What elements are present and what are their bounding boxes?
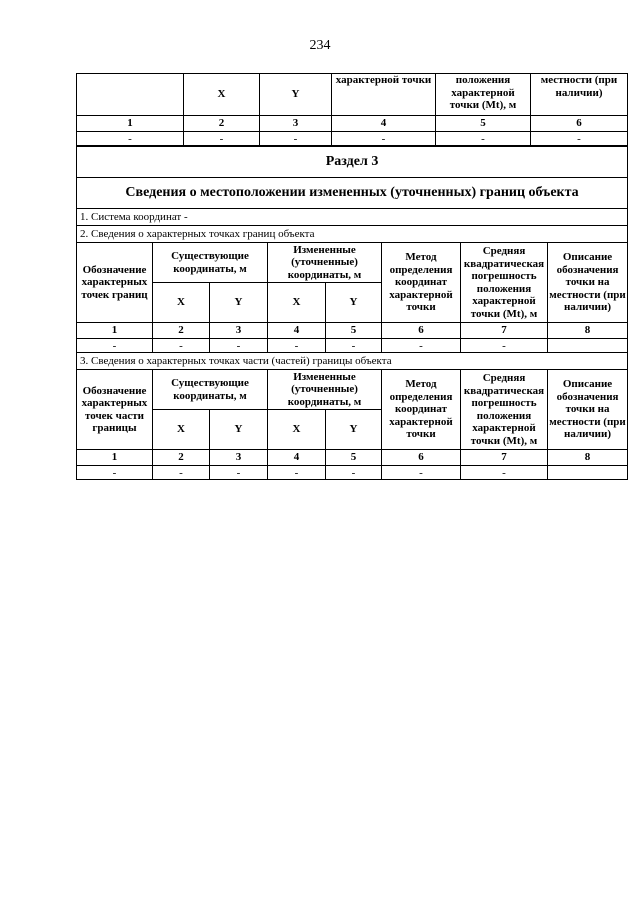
- col-point-designation: Обозначение характерных точек части границы: [77, 370, 153, 450]
- col-method: Метод определения координат характерной точки: [382, 243, 461, 323]
- sub-y: Y: [326, 410, 382, 450]
- header-cell: положения характерной точки (Mt), м: [436, 74, 531, 116]
- table-cell: -: [153, 339, 210, 353]
- col-error: Средняя квадратическая погрешность положения характерной точки (Mt), м: [461, 370, 548, 450]
- table-cell: -: [332, 132, 436, 146]
- column-number: 1: [77, 450, 153, 466]
- table-cell: -: [382, 466, 461, 480]
- table-cell: -: [77, 466, 153, 480]
- column-number: 5: [326, 323, 382, 339]
- column-number: 2: [184, 116, 260, 132]
- sub-x: X: [268, 283, 326, 323]
- col-error: Средняя квадратическая погрешность положения характерной точки (Mt), м: [461, 243, 548, 323]
- table-row: [77, 132, 628, 146]
- table2-number-row: [77, 323, 628, 339]
- table-cell: -: [153, 466, 210, 480]
- col-existing-coordinates: Существующие координаты, м: [153, 370, 268, 410]
- column-number: 6: [382, 323, 461, 339]
- section-subtitle: Сведения о местоположении измененных (уточненных) границ объекта: [77, 178, 628, 209]
- header-cell-x: X: [184, 74, 260, 116]
- col-description: Описание обозначения точки на местности (при наличии): [548, 243, 628, 323]
- table2-header-row: [77, 243, 628, 283]
- table-cell: -: [461, 466, 548, 480]
- section-table: [76, 146, 628, 480]
- header-cell: характерной точки: [332, 74, 436, 116]
- sub-x: X: [153, 410, 210, 450]
- table-cell: -: [77, 132, 184, 146]
- table-row: [77, 466, 628, 480]
- col-description: Описание обозначения точки на местности (при наличии): [548, 370, 628, 450]
- col-changed-coordinates: Измененные (уточненные) координаты, м: [268, 243, 382, 283]
- sub-x: X: [153, 283, 210, 323]
- table-cell: -: [77, 339, 153, 353]
- table-cell: -: [382, 339, 461, 353]
- sub-y: Y: [326, 283, 382, 323]
- table-cell: -: [268, 339, 326, 353]
- column-number: 6: [382, 450, 461, 466]
- column-number: 8: [548, 323, 628, 339]
- column-number-row: [77, 116, 628, 132]
- table-cell: -: [184, 132, 260, 146]
- column-number: 7: [461, 323, 548, 339]
- header-cell: местности (при наличии): [531, 74, 628, 116]
- column-number: 4: [268, 450, 326, 466]
- column-number: 3: [260, 116, 332, 132]
- column-number: 6: [531, 116, 628, 132]
- col-existing-coordinates: Существующие координаты, м: [153, 243, 268, 283]
- table-cell: -: [531, 132, 628, 146]
- part3-title: 3. Сведения о характерных точках части (частей) границы объекта: [77, 353, 628, 370]
- table-cell: -: [461, 339, 548, 353]
- table-cell: [548, 466, 628, 480]
- header-cell: [77, 74, 184, 116]
- table3-header-row: [77, 370, 628, 410]
- table-cell: -: [326, 339, 382, 353]
- coordinate-system: 1. Система координат -: [77, 209, 628, 226]
- column-number: 3: [210, 323, 268, 339]
- column-number: 4: [332, 116, 436, 132]
- continuation-header-row: [77, 74, 628, 116]
- table-cell: -: [326, 466, 382, 480]
- column-number: 2: [153, 450, 210, 466]
- section-title: Раздел 3: [77, 147, 628, 178]
- table-cell: -: [268, 466, 326, 480]
- column-number: 1: [77, 323, 153, 339]
- continuation-table: [76, 73, 628, 146]
- column-number: 7: [461, 450, 548, 466]
- column-number: 1: [77, 116, 184, 132]
- document-body: [76, 73, 627, 480]
- col-point-designation: Обозначение характерных точек границ: [77, 243, 153, 323]
- table-cell: [548, 339, 628, 353]
- table-row: [77, 339, 628, 353]
- table3-number-row: [77, 450, 628, 466]
- part2-title: 2. Сведения о характерных точках границ объекта: [77, 226, 628, 243]
- table-cell: -: [210, 339, 268, 353]
- header-cell-y: Y: [260, 74, 332, 116]
- table-cell: -: [210, 466, 268, 480]
- col-changed-coordinates: Измененные (уточненные) координаты, м: [268, 370, 382, 410]
- column-number: 5: [436, 116, 531, 132]
- column-number: 4: [268, 323, 326, 339]
- column-number: 3: [210, 450, 268, 466]
- table-cell: -: [436, 132, 531, 146]
- sub-x: X: [268, 410, 326, 450]
- sub-y: Y: [210, 410, 268, 450]
- column-number: 2: [153, 323, 210, 339]
- column-number: 5: [326, 450, 382, 466]
- column-number: 8: [548, 450, 628, 466]
- col-method: Метод определения координат характерной точки: [382, 370, 461, 450]
- table-cell: -: [260, 132, 332, 146]
- sub-y: Y: [210, 283, 268, 323]
- page-number: 234: [309, 38, 331, 53]
